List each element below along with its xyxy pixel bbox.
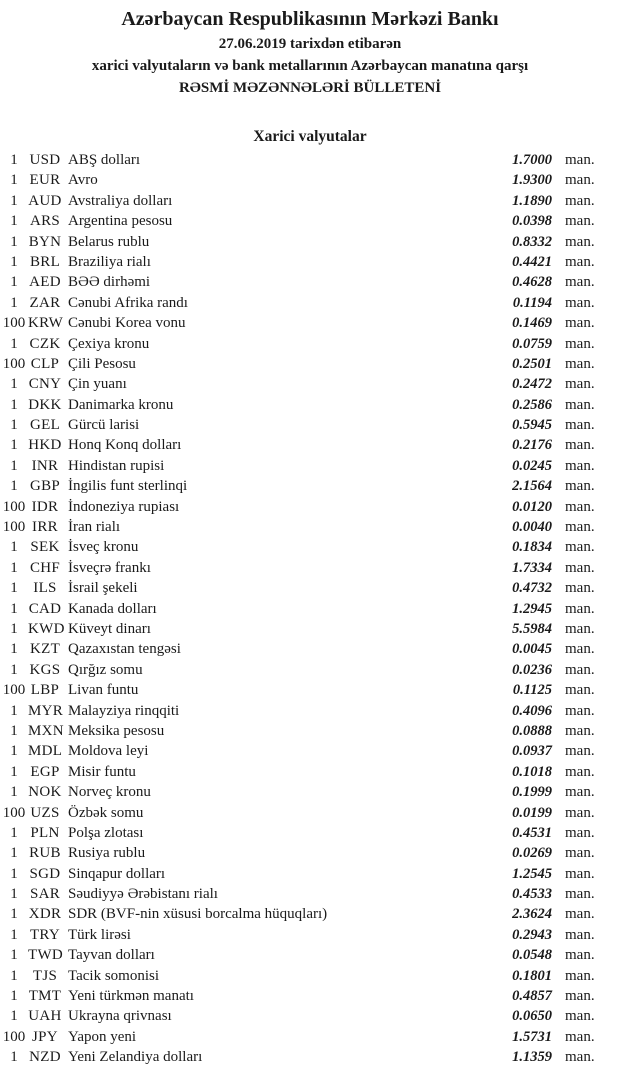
row-rate-value: 0.4096 bbox=[512, 702, 552, 719]
row-unit-label: man. bbox=[565, 580, 595, 597]
row-rate-value: 2.3624 bbox=[512, 906, 552, 923]
rate-row bbox=[0, 599, 620, 619]
row-currency-name: Gürcü larisi bbox=[68, 417, 140, 434]
row-quantity: 1 bbox=[10, 213, 18, 230]
row-rate-value: 0.0398 bbox=[512, 213, 552, 230]
row-rate-value: 0.4857 bbox=[512, 988, 552, 1005]
rate-row bbox=[0, 619, 620, 639]
row-currency-code: BYN bbox=[28, 233, 62, 250]
row-quantity: 1 bbox=[10, 784, 18, 801]
row-quantity: 1 bbox=[10, 580, 18, 597]
rate-row bbox=[0, 150, 620, 170]
row-rate-value: 0.4628 bbox=[512, 274, 552, 291]
row-currency-name: İran rialı bbox=[68, 519, 121, 536]
row-currency-name: Rusiya rublu bbox=[68, 845, 146, 862]
rate-row bbox=[0, 252, 620, 272]
row-unit-label: man. bbox=[565, 417, 595, 434]
row-rate-value: 0.5945 bbox=[512, 417, 552, 434]
row-rate-value: 1.2945 bbox=[512, 600, 552, 617]
effective-date-line: 27.06.2019 tarixdən etibarən bbox=[218, 36, 402, 52]
row-rate-value: 1.1359 bbox=[512, 1049, 552, 1066]
row-currency-code: ZAR bbox=[29, 294, 61, 311]
row-unit-label: man. bbox=[565, 519, 595, 536]
row-quantity: 1 bbox=[10, 1008, 18, 1025]
rate-row bbox=[0, 537, 620, 557]
row-unit-label: man. bbox=[565, 559, 595, 576]
section-title-foreign-currencies: Xarici valyutalar bbox=[253, 128, 367, 145]
row-currency-code: IDR bbox=[31, 498, 59, 515]
row-currency-code: CNY bbox=[28, 376, 62, 393]
row-currency-name: Özbək somu bbox=[68, 804, 144, 821]
row-unit-label: man. bbox=[565, 457, 595, 474]
row-currency-name: Cənubi Afrika randı bbox=[68, 294, 188, 311]
row-quantity: 1 bbox=[10, 947, 18, 964]
row-currency-code: CHF bbox=[29, 559, 61, 576]
row-currency-code: USD bbox=[29, 152, 61, 168]
row-unit-label: man. bbox=[565, 152, 595, 168]
row-quantity: 100 bbox=[2, 804, 26, 821]
row-currency-code: SGD bbox=[29, 865, 61, 882]
row-rate-value: 0.0040 bbox=[512, 519, 552, 536]
row-unit-label: man. bbox=[565, 926, 595, 943]
row-unit-label: man. bbox=[565, 804, 595, 821]
row-currency-code: GBP bbox=[29, 478, 61, 495]
row-quantity: 1 bbox=[10, 376, 18, 393]
row-rate-value: 0.0199 bbox=[512, 804, 552, 821]
row-currency-code: IRR bbox=[32, 519, 58, 536]
rates-table bbox=[0, 150, 620, 1068]
row-currency-code: TMT bbox=[28, 988, 62, 1005]
bulletin-title: RƏSMİ MƏZƏNNƏLƏRİ BÜLLETENİ bbox=[178, 80, 442, 96]
row-currency-name: Qazaxıstan tengəsi bbox=[68, 641, 181, 658]
row-quantity: 1 bbox=[10, 192, 18, 209]
row-currency-name: Sinqapur dolları bbox=[68, 865, 166, 882]
row-unit-label: man. bbox=[565, 172, 595, 189]
row-quantity: 1 bbox=[10, 274, 18, 291]
row-rate-value: 0.1018 bbox=[512, 763, 552, 780]
row-unit-label: man. bbox=[565, 1049, 595, 1066]
row-unit-label: man. bbox=[565, 335, 595, 352]
row-currency-name: İsveç kronu bbox=[68, 539, 139, 556]
row-currency-name: Çin yuanı bbox=[68, 376, 127, 393]
row-quantity: 1 bbox=[10, 845, 18, 862]
row-quantity: 100 bbox=[2, 682, 26, 699]
row-unit-label: man. bbox=[565, 437, 595, 454]
row-rate-value: 0.0045 bbox=[512, 641, 552, 658]
row-unit-label: man. bbox=[565, 539, 595, 556]
rate-row bbox=[0, 334, 620, 354]
rate-row bbox=[0, 558, 620, 578]
rate-row bbox=[0, 884, 620, 904]
row-currency-name: Avstraliya dolları bbox=[68, 192, 173, 209]
row-currency-name: Yapon yeni bbox=[68, 1028, 137, 1045]
row-unit-label: man. bbox=[565, 498, 595, 515]
rate-row bbox=[0, 415, 620, 435]
rate-row bbox=[0, 701, 620, 721]
rate-row bbox=[0, 680, 620, 700]
row-unit-label: man. bbox=[565, 294, 595, 311]
row-currency-code: MXN bbox=[28, 722, 64, 739]
row-unit-label: man. bbox=[565, 233, 595, 250]
row-quantity: 100 bbox=[2, 355, 26, 372]
row-quantity: 1 bbox=[10, 1049, 18, 1066]
rate-row bbox=[0, 476, 620, 496]
row-currency-code: SEK bbox=[30, 539, 60, 556]
row-rate-value: 0.1125 bbox=[512, 682, 552, 699]
rate-row bbox=[0, 945, 620, 965]
row-rate-value: 0.0245 bbox=[512, 457, 552, 474]
rate-row bbox=[0, 395, 620, 415]
row-currency-name: Honq Konq dolları bbox=[68, 437, 182, 454]
row-currency-name: Kanada dolları bbox=[68, 600, 157, 617]
row-rate-value: 0.2501 bbox=[512, 355, 552, 372]
row-rate-value: 0.2176 bbox=[512, 437, 552, 454]
row-unit-label: man. bbox=[565, 620, 595, 637]
row-quantity: 1 bbox=[10, 722, 18, 739]
row-rate-value: 5.5984 bbox=[512, 620, 552, 637]
row-currency-code: MYR bbox=[28, 702, 64, 719]
row-currency-code: CAD bbox=[28, 600, 62, 617]
rate-row bbox=[0, 660, 620, 680]
row-unit-label: man. bbox=[565, 253, 595, 270]
row-currency-name: Tayvan dolları bbox=[68, 947, 155, 964]
row-unit-label: man. bbox=[565, 682, 595, 699]
row-currency-code: JPY bbox=[32, 1028, 58, 1045]
row-currency-code: NOK bbox=[28, 784, 62, 801]
row-rate-value: 0.0888 bbox=[512, 722, 552, 739]
row-unit-label: man. bbox=[565, 824, 595, 841]
row-quantity: 1 bbox=[10, 824, 18, 841]
row-currency-name: Argentina pesosu bbox=[68, 213, 173, 230]
row-currency-name: Misir funtu bbox=[68, 763, 136, 780]
row-currency-code: KRW bbox=[28, 315, 64, 332]
row-currency-code: BRL bbox=[29, 253, 61, 270]
row-quantity: 1 bbox=[10, 988, 18, 1005]
row-currency-name: Braziliya rialı bbox=[68, 253, 151, 270]
row-quantity: 100 bbox=[2, 315, 26, 332]
row-rate-value: 0.0650 bbox=[512, 1008, 552, 1025]
row-rate-value: 0.0937 bbox=[512, 743, 552, 760]
row-currency-code: NZD bbox=[29, 1049, 61, 1066]
rate-row bbox=[0, 232, 620, 252]
rate-row bbox=[0, 191, 620, 211]
row-currency-code: SAR bbox=[29, 886, 61, 903]
row-currency-code: UAH bbox=[28, 1008, 62, 1025]
row-quantity: 1 bbox=[10, 172, 18, 189]
row-unit-label: man. bbox=[565, 315, 595, 332]
rate-row bbox=[0, 293, 620, 313]
row-currency-code: XDR bbox=[28, 906, 62, 923]
row-quantity: 1 bbox=[10, 253, 18, 270]
row-quantity: 1 bbox=[10, 233, 18, 250]
row-currency-code: CZK bbox=[29, 335, 61, 352]
row-currency-code: RUB bbox=[29, 845, 61, 862]
row-currency-code: DKK bbox=[28, 396, 62, 413]
row-unit-label: man. bbox=[565, 213, 595, 230]
row-unit-label: man. bbox=[565, 763, 595, 780]
row-quantity: 1 bbox=[10, 967, 18, 984]
row-unit-label: man. bbox=[565, 865, 595, 882]
rate-row bbox=[0, 170, 620, 190]
row-quantity: 1 bbox=[10, 152, 18, 168]
row-currency-name: Livan funtu bbox=[68, 682, 139, 699]
row-rate-value: 0.8332 bbox=[512, 233, 552, 250]
row-currency-name: Çexiya kronu bbox=[68, 335, 150, 352]
row-quantity: 1 bbox=[10, 661, 18, 678]
row-quantity: 1 bbox=[10, 437, 18, 454]
rate-row bbox=[0, 803, 620, 823]
row-unit-label: man. bbox=[565, 988, 595, 1005]
row-rate-value: 2.1564 bbox=[512, 478, 552, 495]
rate-row bbox=[0, 762, 620, 782]
row-currency-name: BƏƏ dirhəmi bbox=[68, 274, 151, 291]
row-unit-label: man. bbox=[565, 722, 595, 739]
row-unit-label: man. bbox=[565, 355, 595, 372]
row-currency-name: Çili Pesosu bbox=[68, 355, 136, 372]
row-unit-label: man. bbox=[565, 845, 595, 862]
row-currency-code: PLN bbox=[30, 824, 60, 841]
row-unit-label: man. bbox=[565, 661, 595, 678]
row-currency-name: Yeni türkmən manatı bbox=[68, 988, 194, 1005]
row-quantity: 1 bbox=[10, 641, 18, 658]
rate-row bbox=[0, 578, 620, 598]
row-currency-code: LBP bbox=[30, 682, 60, 699]
row-currency-name: Türk lirəsi bbox=[68, 926, 131, 943]
row-unit-label: man. bbox=[565, 192, 595, 209]
row-currency-name: Moldova leyi bbox=[68, 743, 149, 760]
row-currency-name: Norveç kronu bbox=[68, 784, 151, 801]
row-currency-name: Polşa zlotası bbox=[68, 824, 144, 841]
row-unit-label: man. bbox=[565, 274, 595, 291]
row-currency-code: TRY bbox=[29, 926, 61, 943]
row-rate-value: 1.5731 bbox=[512, 1028, 552, 1045]
row-rate-value: 0.4421 bbox=[512, 253, 552, 270]
row-currency-code: MDL bbox=[28, 743, 63, 760]
row-rate-value: 0.0236 bbox=[512, 661, 552, 678]
row-unit-label: man. bbox=[565, 478, 595, 495]
row-quantity: 1 bbox=[10, 539, 18, 556]
row-unit-label: man. bbox=[565, 784, 595, 801]
row-rate-value: 1.7334 bbox=[512, 559, 552, 576]
row-rate-value: 1.7000 bbox=[512, 152, 552, 168]
row-currency-name: Cənubi Korea vonu bbox=[68, 315, 186, 332]
row-rate-value: 0.1801 bbox=[512, 967, 552, 984]
row-quantity: 1 bbox=[10, 600, 18, 617]
row-currency-code: UZS bbox=[30, 804, 60, 821]
rate-row bbox=[0, 497, 620, 517]
row-currency-code: INR bbox=[31, 457, 59, 474]
row-quantity: 1 bbox=[10, 417, 18, 434]
rate-row bbox=[0, 456, 620, 476]
row-unit-label: man. bbox=[565, 641, 595, 658]
row-rate-value: 0.2586 bbox=[512, 396, 552, 413]
rate-row bbox=[0, 966, 620, 986]
row-currency-name: Səudiyyə Ərəbistanı rialı bbox=[68, 886, 218, 903]
row-quantity: 1 bbox=[10, 763, 18, 780]
row-currency-code: TJS bbox=[32, 967, 58, 984]
rate-row bbox=[0, 313, 620, 333]
row-currency-name: İngilis funt sterlinqi bbox=[68, 478, 188, 495]
row-unit-label: man. bbox=[565, 947, 595, 964]
row-unit-label: man. bbox=[565, 906, 595, 923]
rate-row bbox=[0, 864, 620, 884]
row-unit-label: man. bbox=[565, 1008, 595, 1025]
rate-row bbox=[0, 435, 620, 455]
row-rate-value: 0.1469 bbox=[512, 315, 552, 332]
row-unit-label: man. bbox=[565, 600, 595, 617]
row-quantity: 100 bbox=[2, 519, 26, 536]
row-rate-value: 0.1834 bbox=[512, 539, 552, 556]
row-unit-label: man. bbox=[565, 396, 595, 413]
row-unit-label: man. bbox=[565, 1028, 595, 1045]
row-currency-name: Meksika pesosu bbox=[68, 722, 165, 739]
row-rate-value: 0.0548 bbox=[512, 947, 552, 964]
row-unit-label: man. bbox=[565, 376, 595, 393]
row-rate-value: 1.1890 bbox=[512, 192, 552, 209]
row-currency-code: TWD bbox=[28, 947, 64, 964]
row-quantity: 1 bbox=[10, 620, 18, 637]
bulletin-header bbox=[0, 6, 620, 99]
row-currency-name: İsveçrə frankı bbox=[68, 559, 151, 576]
row-currency-code: KGS bbox=[29, 661, 61, 678]
row-unit-label: man. bbox=[565, 702, 595, 719]
row-quantity: 1 bbox=[10, 478, 18, 495]
rate-row bbox=[0, 843, 620, 863]
rate-row bbox=[0, 639, 620, 659]
row-currency-name: Yeni Zelandiya dolları bbox=[68, 1049, 203, 1066]
row-quantity: 1 bbox=[10, 926, 18, 943]
row-rate-value: 1.9300 bbox=[512, 172, 552, 189]
row-quantity: 1 bbox=[10, 396, 18, 413]
row-rate-value: 0.4533 bbox=[512, 886, 552, 903]
rate-row bbox=[0, 782, 620, 802]
row-rate-value: 0.2943 bbox=[512, 926, 552, 943]
row-currency-name: ABŞ dolları bbox=[68, 152, 141, 168]
bank-name-title: Azərbaycan Respublikasının Mərkəzi Bankı bbox=[121, 8, 499, 30]
row-currency-name: Ukrayna qrivnası bbox=[68, 1008, 172, 1025]
row-rate-value: 0.0120 bbox=[512, 498, 552, 515]
rate-row bbox=[0, 1027, 620, 1047]
row-currency-name: İsrail şekeli bbox=[68, 580, 138, 597]
row-unit-label: man. bbox=[565, 967, 595, 984]
rate-row bbox=[0, 1047, 620, 1067]
rate-row bbox=[0, 374, 620, 394]
row-currency-code: CLP bbox=[30, 355, 60, 372]
row-rate-value: 1.2545 bbox=[512, 865, 552, 882]
row-rate-value: 0.0759 bbox=[512, 335, 552, 352]
rate-row bbox=[0, 272, 620, 292]
row-quantity: 100 bbox=[2, 1028, 26, 1045]
row-rate-value: 0.1999 bbox=[512, 784, 552, 801]
row-rate-value: 0.0269 bbox=[512, 845, 552, 862]
rate-row bbox=[0, 211, 620, 231]
row-currency-code: KWD bbox=[28, 620, 65, 637]
row-currency-name: Malayziya rinqqiti bbox=[68, 702, 180, 719]
row-quantity: 1 bbox=[10, 702, 18, 719]
rate-row bbox=[0, 1006, 620, 1026]
row-currency-name: Küveyt dinarı bbox=[68, 620, 151, 637]
row-quantity: 1 bbox=[10, 743, 18, 760]
row-currency-code: AUD bbox=[28, 192, 62, 209]
row-currency-name: SDR (BVF-nin xüsusi borcalma hüquqları) bbox=[68, 906, 328, 923]
row-currency-name: Danimarka kronu bbox=[68, 396, 174, 413]
row-currency-name: Tacik somonisi bbox=[68, 967, 160, 984]
rate-row bbox=[0, 354, 620, 374]
row-rate-value: 0.1194 bbox=[512, 294, 552, 311]
row-rate-value: 0.4732 bbox=[512, 580, 552, 597]
row-currency-name: İndoneziya rupiası bbox=[68, 498, 180, 515]
row-quantity: 1 bbox=[10, 559, 18, 576]
rate-row bbox=[0, 741, 620, 761]
row-currency-code: EGP bbox=[30, 763, 60, 780]
row-currency-code: HKD bbox=[28, 437, 62, 454]
row-currency-code: GEL bbox=[29, 417, 61, 434]
row-quantity: 1 bbox=[10, 335, 18, 352]
rate-row bbox=[0, 904, 620, 924]
row-quantity: 100 bbox=[2, 498, 26, 515]
row-currency-name: Belarus rublu bbox=[68, 233, 150, 250]
row-quantity: 1 bbox=[10, 886, 18, 903]
row-currency-code: ARS bbox=[29, 213, 61, 230]
row-currency-name: Hindistan rupisi bbox=[68, 457, 165, 474]
row-unit-label: man. bbox=[565, 743, 595, 760]
row-currency-code: AED bbox=[29, 274, 61, 291]
rate-row bbox=[0, 517, 620, 537]
row-currency-code: KZT bbox=[29, 641, 61, 658]
rate-row bbox=[0, 721, 620, 741]
row-quantity: 1 bbox=[10, 906, 18, 923]
row-quantity: 1 bbox=[10, 457, 18, 474]
row-quantity: 1 bbox=[10, 294, 18, 311]
rate-row bbox=[0, 925, 620, 945]
row-currency-name: Qırğız somu bbox=[68, 661, 143, 678]
subtitle-line: xarici valyutaların və bank metallarının Azərbaycan manatına qarşı bbox=[91, 58, 529, 74]
row-currency-code: EUR bbox=[29, 172, 61, 189]
row-unit-label: man. bbox=[565, 886, 595, 903]
row-rate-value: 0.4531 bbox=[512, 824, 552, 841]
rate-row bbox=[0, 986, 620, 1006]
row-rate-value: 0.2472 bbox=[512, 376, 552, 393]
row-currency-code: ILS bbox=[33, 580, 57, 597]
rate-row bbox=[0, 823, 620, 843]
row-quantity: 1 bbox=[10, 865, 18, 882]
row-currency-name: Avro bbox=[68, 172, 98, 189]
